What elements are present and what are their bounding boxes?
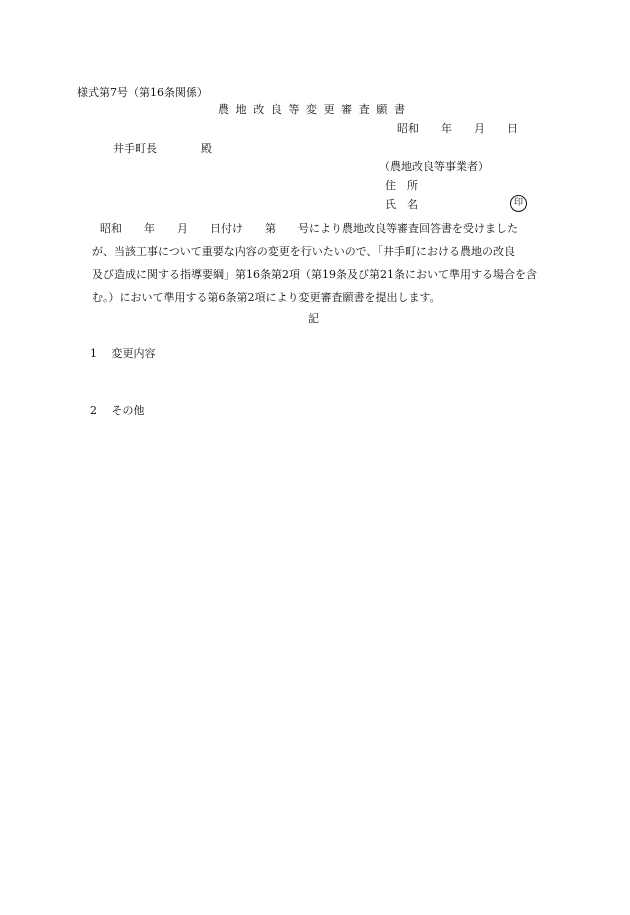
document-title: 農 地 改 良 等 変 更 審 査 願 書 <box>218 103 406 116</box>
body-line: が、当該工事について重要な内容の変更を行いたいので、「井手町における農地の改良 <box>92 245 516 258</box>
item-label: 変更内容 <box>111 347 156 360</box>
item-number: 1 <box>90 347 97 360</box>
body-line: む。）において準用する第6条第2項により変更審査願書を提出します。 <box>92 291 441 304</box>
item-label: その他 <box>111 404 145 417</box>
addressee: 井手町長 殿 <box>113 142 212 155</box>
body-line: 及び造成に関する指導要綱」第16条第2項（第19条及び第21条において準用する場合を含 <box>92 268 537 281</box>
item-number: 2 <box>90 404 97 417</box>
applicant-role: （農地改良等事業者） <box>379 160 489 173</box>
body-paragraph <box>80 217 555 309</box>
form-number: 様式第7号（第16条関係） <box>77 86 208 99</box>
list-item <box>90 405 145 416</box>
body-line: 昭和 年 月 日付け 第 号により農地改良等審査回答書を受けました <box>100 222 518 235</box>
list-item <box>90 348 156 359</box>
seal-mark: 印 <box>510 195 527 212</box>
ki-heading: 記 <box>308 312 319 325</box>
date-line: 昭和 年 月 日 <box>397 122 518 135</box>
address-label: 住 所 <box>385 179 418 192</box>
name-label: 氏 名 <box>385 198 418 211</box>
